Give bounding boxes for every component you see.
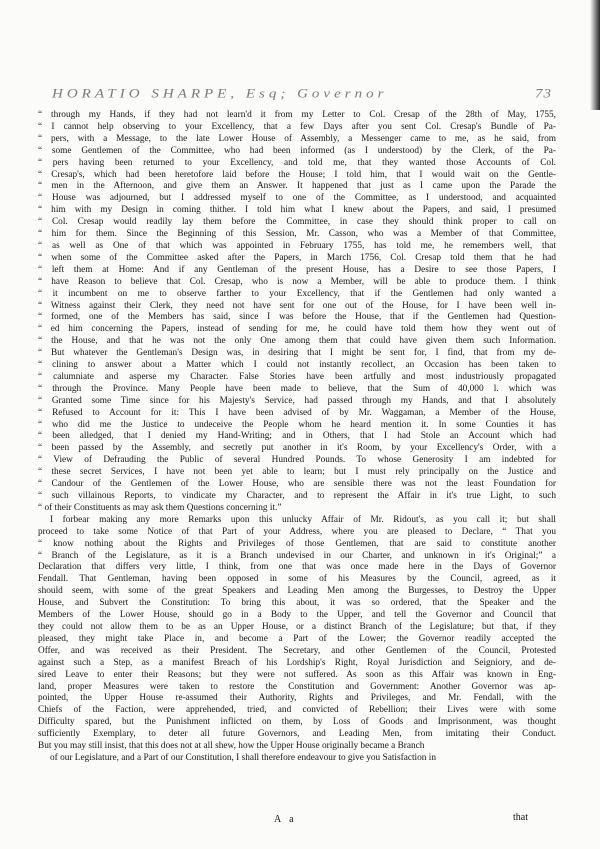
text-line: But you may still insist, that this does not at all shew, how the Upper House originally became a Branch: [38, 741, 425, 752]
text-line: “ when some of the Committee asked after the Papers, in March 1756, Col. Cresap told them that he had: [38, 252, 556, 263]
text-line: sufficiently Exemplary, to deter all future Governors, and Leading Men, from imitating their Conduct.: [38, 729, 556, 740]
text-line: “ Cresap's, which had been heretofore laid before the House; I told him, that I would wait on the Gentle-: [38, 169, 556, 180]
page-edge-shadow: [590, 0, 600, 110]
text-line: pleased, they might take Place in, and become a Part of the Lower; the Governor readily accepted the: [38, 633, 556, 644]
text-line: Fendall. That Gentleman, having been opposed in some of his Measures by the Council, agreed, as it: [38, 574, 556, 585]
text-line: “ him for them. Since the Beginning of this Session, Mr. Casson, who was a Member of that Committee,: [38, 229, 556, 240]
text-line: “ have Reason to believe that Col. Cresap, who is now a Member, will be able to produce them. I think: [38, 276, 556, 287]
text-line: “ who did me the Justice to undeceive the People whom he heard mention it. In some Counties it has: [38, 419, 556, 430]
text-line: Declaration that differs very little, I think, from one that was once made here in the Days of Governor: [38, 562, 556, 573]
text-line: “ Granted some Time since for his Majesty's Service, had passed through my Hands, and that I absolutely: [38, 395, 556, 406]
text-line: sired Leave to enter their Reasons; but they were not suffered. As soon as this Affair was known in Eng-: [38, 669, 556, 680]
text-line: should seem, with some of the great Speakers and Leading Men among the Burgesses, to Destroy the Upper: [38, 586, 556, 597]
text-line: “ formed, one of the Members has said, since I was before the House, that if the Gentlemen had Question-: [38, 312, 556, 323]
text-line: “ calumniate and asperse my Character. False Stories have been artfully and most industriously propagated: [38, 371, 556, 382]
text-line: “ I cannot help observing to your Excellency, that a few Days after you sent Col. Cresap's Bundle of Pa-: [38, 121, 556, 132]
text-line: “ But whatever the Gentleman's Design was, in desiring that I might be sent for, I find, that from my de-: [38, 348, 556, 359]
text-line: “ View of Defrauding the Public of several Hundred Pounds. To whose Generosity I am indebted for: [38, 455, 556, 466]
text-line: “ know nothing about the Rights and Privileges of those Gentlemen, that are said to constitute another: [38, 538, 556, 549]
text-line: “ been alledged, that I denied my Hand-Writing; and in Others, that I had Stole an Account which had: [38, 431, 556, 442]
text-line: “ Candour of the Gentlemen of the Lower House, who are sensible there was not the least Foundation for: [38, 479, 556, 490]
text-line: “ as well as One of that which was appointed in February 1755, has told me, he remembers well, that: [38, 240, 556, 251]
text-line: Chiefs of the Faction, were apprehended, tried, and convicted of Rebellion; their Lives were with some: [38, 705, 556, 716]
text-line: “ ed him concerning the Papers, instead of sending for me, he could have told them how they went out of: [38, 324, 556, 335]
running-head: [52, 88, 552, 105]
text-line: “ House was adjourned, but I addressed myself to one of the Committee, as I understood, and acquainted: [38, 193, 556, 204]
text-line: “ through my Hands, if they had not learn'd it from my Letter to Col. Cresap of the 28th of May, 1755,: [38, 110, 556, 120]
text-line: Difficulty spared, but the Punishment inflicted on them, by Loss of Goods and Imprisonment, was thought: [38, 717, 556, 728]
text-line: House, and Subvert the Constitution: To bring this about, it was so ordered, that the Speaker and the: [38, 598, 556, 609]
text-line: “ pers having been returned to your Excellency, and told me, that they wanted those Accounts of Col.: [38, 157, 556, 168]
running-head-title: HORATIO SHARPE, Esq; Governor: [52, 87, 388, 102]
text-line: “ it incumbent on me to observe farther to your Excellency, that if the Gentlemen had only wanted a: [38, 288, 556, 299]
body-text: [38, 110, 556, 765]
text-line: “ him with my Design in coming thither. I told him what I knew about the Papers, and said, I presumed: [38, 205, 556, 216]
page-footer: [0, 814, 600, 828]
text-line: “ of their Constituents as may ask them Questions concerning it.”: [38, 502, 282, 513]
page-number: 73: [535, 87, 552, 102]
text-line: “ the House, and that he was not the only One among them that could have given them such Information.: [38, 336, 556, 347]
text-line: of our Legislature, and a Part of our Constitution, I shall therefore endeavour to give you Satisfaction in: [50, 752, 436, 763]
text-line: “ Witness against their Clerk, they need not have sent for one out of the House, for I have been well in-: [38, 300, 556, 311]
text-line: I forbear making any more Remarks upon this unlucky Affair of Mr. Ridout's, as you call it; but shall: [50, 514, 556, 525]
text-line: “ some Gentlemen of the Committee, who had been informed (as I understood) by the Clerk, of the Pa-: [38, 145, 556, 156]
text-line: they could not allow them to be as an Upper House, or a distinct Branch of the Legislature; but that, if they: [38, 621, 556, 632]
text-line: “ such villainous Reports, to vindicate my Character, and to represent the Affair in it's true Light, to such: [38, 491, 556, 501]
text-line: “ Branch of the Legislature, as it is a Branch undevised in our Charter, and unknown in it's Original;” a: [38, 550, 556, 561]
text-line: Offer, and was received as their President. The Secretary, and other Gentlemen of the Council, Protested: [38, 645, 556, 656]
text-line: pointed, the Upper House re-assumed their Authority, Rights and Privileges, and Mr. Fendall, with the: [38, 693, 556, 704]
text-line: against such a Step, as a manifest Breach of his Lordship's Right, Royal Jurisdiction and Seigniory, and de-: [38, 657, 556, 668]
text-line: “ clining to answer about a Matter which I could not instantly recollect, an Occasion has been taken to: [38, 360, 556, 371]
text-line: “ these secret Services, I have not been yet able to learn; but I must rely principally on the Justice and: [38, 467, 556, 478]
text-line: proceed to take some Notice of that Part of your Address, where you are pleased to Declare, “ That you: [38, 526, 556, 537]
text-line: “ left them at Home: And if any Gentleman of the present House, has a Desire to see those Papers, I: [38, 264, 556, 275]
text-line: “ Refused to Account for it: This I have been advised of by Mr. Waggaman, a Member of the House,: [38, 407, 556, 418]
text-line: “ been passed by the Assembly, and secretly put another in it's Room, by your Excellency's Order, with a: [38, 443, 556, 454]
text-line: “ men in the Afternoon, and give them an Answer. It happened that just as I came upon the Parade the: [38, 181, 556, 192]
text-line: “ Col. Cresap would readily lay them before the Committee, in case they should think proper to call on: [38, 217, 556, 228]
catchword: that: [513, 812, 528, 823]
signature-mark: A a: [274, 814, 297, 825]
text-line: Members of the Lower House, should go in a Body to the Upper, and tell the Governor and Council that: [38, 610, 556, 621]
text-line: “ pers, with a Message, to the late Lower House of Assembly, a Messenger came to me, as he said, from: [38, 133, 556, 144]
text-line: land, proper Measures were taken to restore the Constitution and Government: Another Governor was ap-: [38, 681, 556, 692]
text-line: “ through the Province. Many People have been made to believe, that the Sum of 40,000 l. which was: [38, 383, 556, 394]
